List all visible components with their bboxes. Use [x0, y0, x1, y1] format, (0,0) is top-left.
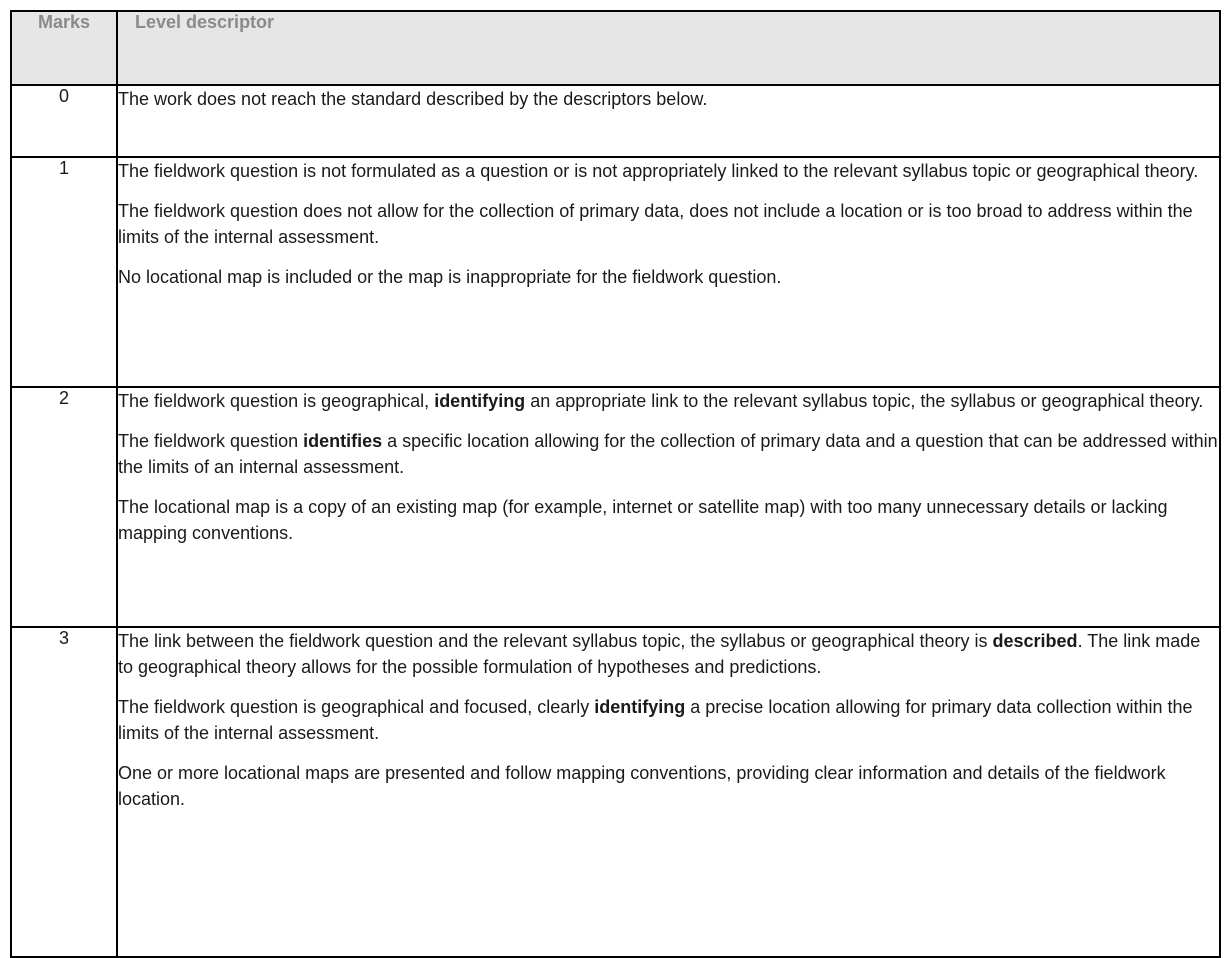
descriptor-text: a precise location allowing for primary data collection within the limits of the internal assessment. — [118, 697, 1193, 743]
descriptor-text: The fieldwork question is geographical and focused, clearly — [118, 697, 595, 717]
header-row — [11, 11, 1220, 85]
descriptor-paragraph — [118, 694, 1219, 746]
descriptor-text: The locational map is a copy of an existing map (for example, internet or satellite map) with too many unnecessary details or lacking mapping conventions. — [118, 497, 1168, 543]
descriptor-cell — [117, 85, 1220, 157]
descriptor-keyword: identifies — [303, 431, 383, 451]
descriptor-paragraph — [118, 86, 1219, 112]
marks-column-header: Marks — [11, 11, 117, 85]
descriptor-cell — [117, 387, 1220, 627]
descriptor-text: . The link made to geographical theory allows for the possible formulation of hypotheses and predictions. — [118, 631, 1201, 677]
marks-cell: 3 — [11, 627, 117, 957]
descriptor-paragraph — [118, 198, 1219, 250]
level-descriptor-column-header: Level descriptor — [117, 11, 1220, 85]
descriptor-paragraph — [118, 264, 1219, 290]
descriptor-paragraph — [118, 494, 1219, 546]
table-row — [11, 85, 1220, 157]
descriptor-paragraph — [118, 628, 1219, 680]
descriptor-text: The fieldwork question — [118, 431, 304, 451]
descriptor-text: The work does not reach the standard described by the descriptors below. — [118, 89, 708, 109]
descriptor-text: The fieldwork question is not formulated as a question or is not appropriately linked to the relevant syllabus topic or geographical theory. — [118, 161, 1199, 181]
descriptor-paragraph — [118, 760, 1219, 812]
marks-cell: 1 — [11, 157, 117, 387]
table-row — [11, 157, 1220, 387]
marks-cell: 0 — [11, 85, 117, 157]
marks-cell: 2 — [11, 387, 117, 627]
descriptor-paragraph — [118, 428, 1219, 480]
descriptor-text: The fieldwork question is geographical, — [118, 391, 435, 411]
descriptor-keyword: described — [992, 631, 1078, 651]
table-row — [11, 627, 1220, 957]
descriptor-cell — [117, 627, 1220, 957]
descriptor-keyword: identifying — [594, 697, 686, 717]
descriptor-text: a specific location allowing for the collection of primary data and a question that can be addressed within the limits of an internal assessment. — [118, 431, 1218, 477]
descriptor-text: The link between the fieldwork question and the relevant syllabus topic, the syllabus or geographical theory is — [118, 631, 993, 651]
descriptor-paragraph — [118, 158, 1219, 184]
descriptor-text: The fieldwork question does not allow for the collection of primary data, does not include a location or is too broad to address within the limits of the internal assessment. — [118, 201, 1193, 247]
descriptor-keyword: identifying — [434, 391, 526, 411]
descriptor-paragraph — [118, 388, 1219, 414]
descriptor-text: One or more locational maps are presented and follow mapping conventions, providing clear information and details of the fieldwork location. — [118, 763, 1166, 809]
table-row — [11, 387, 1220, 627]
descriptor-text: No locational map is included or the map is inappropriate for the fieldwork question. — [118, 267, 782, 287]
descriptor-text: an appropriate link to the relevant syllabus topic, the syllabus or geographical theory. — [525, 391, 1204, 411]
rubric-table — [10, 10, 1221, 958]
descriptor-cell — [117, 157, 1220, 387]
